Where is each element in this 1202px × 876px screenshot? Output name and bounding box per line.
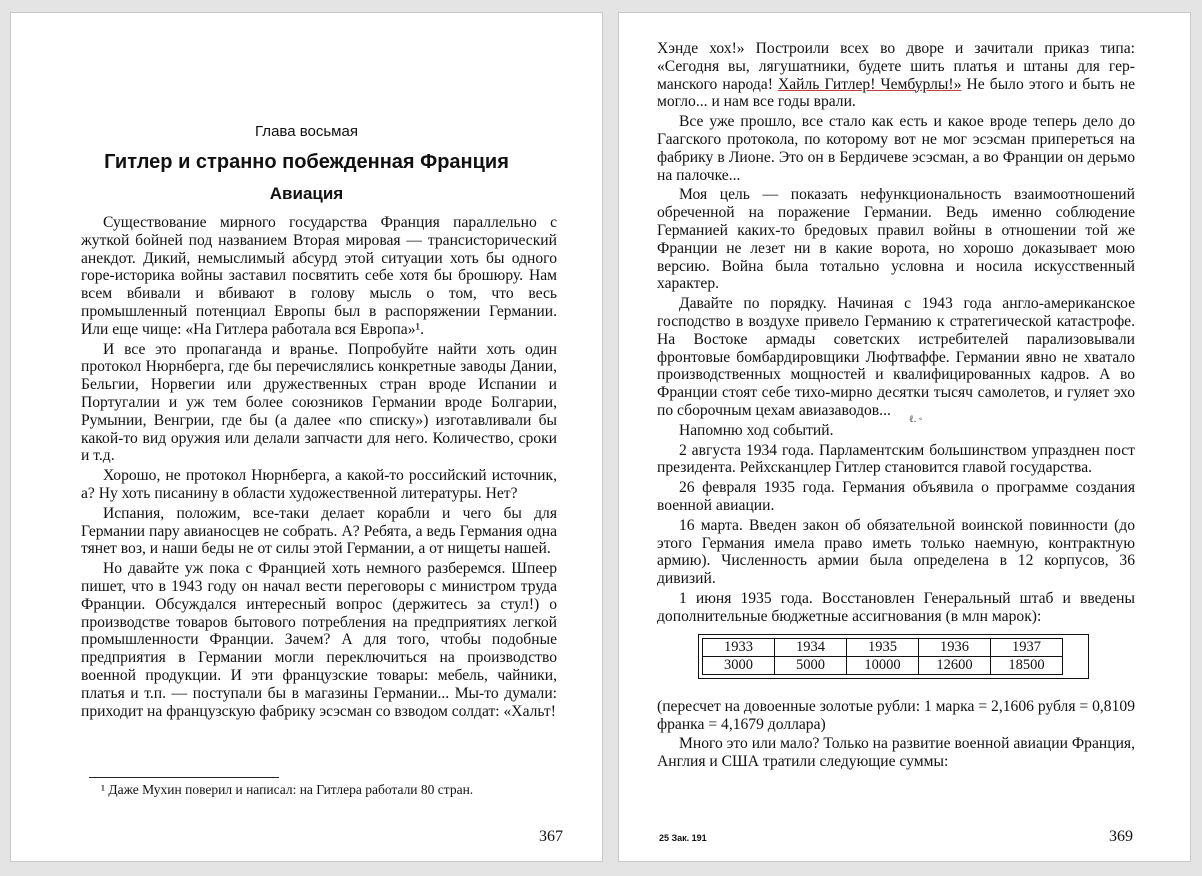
paragraph: Испания, положим, все-таки делает корабли и чего бы для Германии пару авианосцев не собрать. А? Ребята, а ведь Германия одна тянет воз, и наши беды не от силы этой Германии, а от нищеты нашей. — [81, 504, 557, 558]
paragraph: Все уже прошло, все стало как есть и какое вроде теперь дело до Гаагского протокола, по которому вот не мог эсэсман припереться на фабрику в Лионе. Это он в Бердичеве эсэсман, а во Франции он дерьмо на палочке... — [657, 113, 1135, 184]
amount-cell: 10000 — [847, 657, 919, 675]
aviation-note — [657, 735, 1135, 771]
chapter-title: Гитлер и странно побежденная Франция — [104, 151, 509, 173]
amount-cell: 3000 — [703, 657, 775, 675]
table-row-amounts — [703, 657, 1063, 675]
amount-cell: 5000 — [775, 657, 847, 675]
year-cell: 1937 — [991, 639, 1063, 657]
table-row-years — [703, 639, 1063, 657]
amount-cell: 18500 — [991, 657, 1063, 675]
page-number: 369 — [1109, 828, 1133, 845]
paragraph: Существование мирного государства Франция параллельно с жуткой бойней под названием Вторая мировая — трансисторический анекдот. Дикий, немыслимый абсурд этой ситуации хоть бы одного горе-историка войны заставил посвятить себе хотя бы брошюру. Нам всем вбивали и вбивают в голову мысль о том, что весь промышленный потенциал Европы был в распоряжении Германии. Или еще чище: «На Гитлера работала вся Европа»¹. — [81, 214, 557, 338]
paragraph: Давайте по порядку. Начиная с 1943 года англо-американское господство в воздухе привело Германию к стратегической катастрофе. На Востоке армады советских истребителей парализовывали фронтовые бомбардировщики Люфтваффе. Германии явно не хватало производственных мощностей и квалифицированных кадров. А во Франции стоят себе тихо-мирно десятки тысяч самолетов, и гуляет эхо по сборочным цехам авиазаводов... — [657, 295, 1135, 419]
paragraph: Много это или мало? Только на развитие военной авиации Франция, Англия и США тратили следующие суммы: — [657, 735, 1135, 770]
underlined-phrase: Хайль Гитлер! Чембурлы!» — [777, 75, 962, 93]
amount-cell: 12600 — [919, 657, 991, 675]
footnote: ¹ Даже Мухин поверил и написал: на Гитлера работали 80 стран. — [101, 782, 474, 797]
pencil-mark: ℓ. ◦ — [909, 414, 923, 425]
year-cell: 1935 — [847, 639, 919, 657]
paragraph: (пересчет на довоенные золотые рубли: 1 марка = 2,1606 рубля = 0,8109 франка = 4,1679 доллара) — [657, 698, 1135, 733]
budget-table — [702, 638, 1063, 675]
paragraph: Напомню ход событий. — [679, 421, 834, 439]
page-number: 367 — [539, 828, 563, 845]
left-body-text — [81, 214, 557, 722]
paragraph: Но давайте уж пока с Францией хоть немного разберемся. Шпеер пишет, что в 1943 году он начал вести переговоры с министром труда Франции. Обсуждался интересный вопрос (держитесь за стул!) о производстве товаров бытового потребления на предприятиях легкой промышленности Франции. Зачем? А для того, чтобы подобные предприятия в Германии могли переключиться на производство военной продукции. И эти французские товары: мебель, чайники, платья и т.п. — поступали бы в магазины Германии... Мы-то думали: приходит на французскую фабрику эсэсман со взводом солдат: «Хальт! — [81, 560, 557, 720]
paragraph: 16 марта. Введен закон об обязательной воинской повинности (до этого Германия имела право иметь только наемную, контрактную армию). Численность армии была определена в 12 корпусов, 36 дивизий. — [657, 516, 1135, 588]
paragraph: И все это пропаганда и вранье. Попробуйте найти хоть один протокол Нюрнберга, где бы перечислялись конкретные заводы Дании, Бельгии, Норвегии или дружественных стран вроде Испании и Португалии и уж тем более союзников Германии вроде Болгарии, Румынии, Венгрии, где бы (а далее «по списку») изготавливали бы какой-то вид оружия или делали запчасти для него. Количество, сроки и т.д. — [81, 340, 557, 465]
paragraph: 2 августа 1934 года. Парламентским большинством упразднен пост президента. Рейхсканцлер Гитлер становится главой государства. — [657, 441, 1135, 477]
year-cell: 1936 — [919, 639, 991, 657]
paragraph-text: Хэнде хох!» Построили всех во дворе и зачитали приказ типа: «Сегодня вы, лягушатники, будете шить платья и штаны для германского народа! — [657, 40, 1135, 93]
left-page — [10, 12, 603, 862]
paragraph: Моя цель — показать нефункциональность взаимоотношений обреченной на поражение Германии. Ведь именно соблюдение Германией каких-то бредовых правил войны в отношении той же Франции не лезет ни в какие ворота, но хорошо доказывает мою версию. Война была тотально условна и носила искусственный характер. — [657, 186, 1135, 293]
chapter-label: Глава восьмая — [255, 123, 358, 140]
printer-signature: 25 Зак. 191 — [659, 833, 707, 843]
paragraph-text: Не было этого и быть не могло... и нам все годы врали. — [657, 75, 1135, 111]
paragraph: 1 июня 1935 года. Восстановлен Генеральный штаб и введены дополнительные бюджетные ассигнования (в млн марок): — [657, 589, 1135, 625]
right-page — [618, 12, 1191, 862]
footnote-divider — [89, 777, 279, 778]
continued-paragraph — [657, 40, 1135, 111]
paragraph: Хорошо, не протокол Нюрнберга, а какой-то российский источник, а? Ну хоть писанину в области художественной литературы. Нет? — [81, 467, 557, 502]
right-body-text — [657, 40, 1135, 628]
year-cell: 1933 — [703, 639, 775, 657]
paragraph: 26 февраля 1935 года. Германия объявила о программе создания военной авиации. — [657, 479, 1135, 514]
year-cell: 1934 — [775, 639, 847, 657]
section-title: Авиация — [269, 184, 344, 203]
conversion-note — [657, 698, 1135, 734]
